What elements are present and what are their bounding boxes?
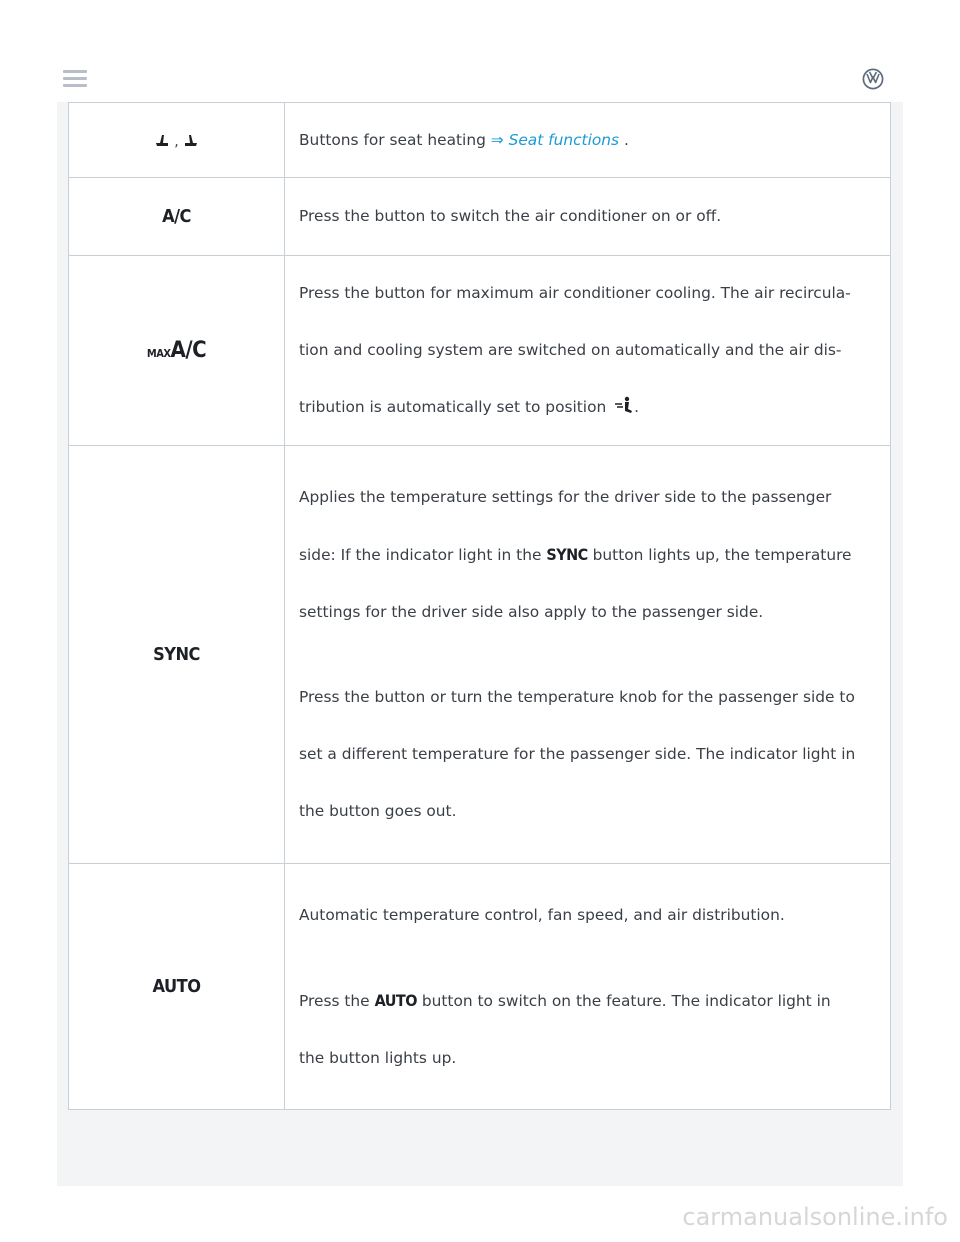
description-line: set a different temperature for the passenger side. The indicator light in: [299, 745, 856, 763]
sync-button-symbol: SYNC: [153, 644, 200, 665]
sync-inline-symbol: SYNC: [546, 545, 588, 564]
description-line: Press the button or turn the temperature knob for the passenger side to: [299, 688, 855, 706]
table-row: [69, 864, 891, 1110]
period-text: .: [634, 398, 640, 416]
description-line-text: tribution is automatically set to position: [299, 398, 607, 416]
max-label: MAX: [146, 347, 171, 360]
description-line: Automatic temperature control, fan speed, and air distribution.: [299, 905, 785, 924]
table-row: [69, 446, 891, 864]
ac-label: A/C: [170, 338, 207, 363]
separator-text: ,: [174, 133, 179, 150]
description-cell: [285, 103, 891, 178]
description-cell: [285, 446, 891, 864]
controls-table-wrapper: [68, 102, 891, 1110]
symbol-cell: [69, 864, 285, 1110]
description-line: the button lights up.: [299, 1048, 457, 1067]
symbol-cell: [69, 178, 285, 256]
description-line: Applies the temperature settings for the driver side to the passenger: [299, 488, 832, 506]
description-line-text: Press the: [299, 991, 370, 1010]
description-line: [299, 526, 878, 584]
auto-inline-symbol: AUTO: [374, 990, 417, 1010]
description-line: Press the button for maximum air conditioner cooling. The air recircula-: [299, 284, 851, 302]
table-row: [69, 103, 891, 178]
description-suffix: .: [619, 130, 629, 149]
description-line-text: button to switch on the feature. The indicator light in: [421, 991, 831, 1010]
top-bar: [0, 0, 960, 102]
vw-logo-icon[interactable]: [862, 68, 884, 90]
seat-heating-left-icon: [153, 131, 174, 150]
symbol-cell: [69, 103, 285, 178]
table-row: [69, 178, 891, 256]
link-text: Seat functions: [508, 130, 620, 149]
description-line-text: button lights up, the temperature: [592, 546, 852, 564]
watermark: carmanualsonline.info: [682, 1203, 948, 1231]
description-cell: [285, 256, 891, 446]
seat-functions-link[interactable]: [491, 131, 619, 149]
description-line: tion and cooling system are switched on automatically and the air dis-: [299, 341, 842, 359]
description-line: [299, 972, 878, 1030]
description-text: Press the button to switch the air conditioner on or off.: [299, 207, 722, 225]
description-line-text: side: If the indicator light in the: [299, 546, 542, 564]
air-distribution-icon: [614, 396, 634, 416]
symbol-cell: [69, 256, 285, 446]
description-line: settings for the driver side also apply to the passenger side.: [299, 603, 764, 621]
symbol-cell: [69, 446, 285, 864]
description-prefix: Buttons for seat heating: [299, 130, 491, 149]
hamburger-menu-icon[interactable]: [63, 70, 87, 88]
seat-heating-right-icon: [184, 131, 200, 150]
paragraph-gap: [299, 944, 878, 972]
description-line: [299, 379, 878, 436]
description-line: the button goes out.: [299, 802, 457, 820]
controls-table: [68, 102, 891, 1110]
max-ac-button-symbol: [146, 338, 207, 363]
description-cell: [285, 178, 891, 256]
paragraph-gap: [299, 641, 878, 669]
auto-button-symbol: AUTO: [152, 976, 201, 997]
description-text: [299, 112, 878, 169]
ac-button-symbol: A/C: [162, 206, 191, 227]
table-row: [69, 256, 891, 446]
link-arrow-icon: ⇒: [490, 130, 504, 149]
description-cell: [285, 864, 891, 1110]
